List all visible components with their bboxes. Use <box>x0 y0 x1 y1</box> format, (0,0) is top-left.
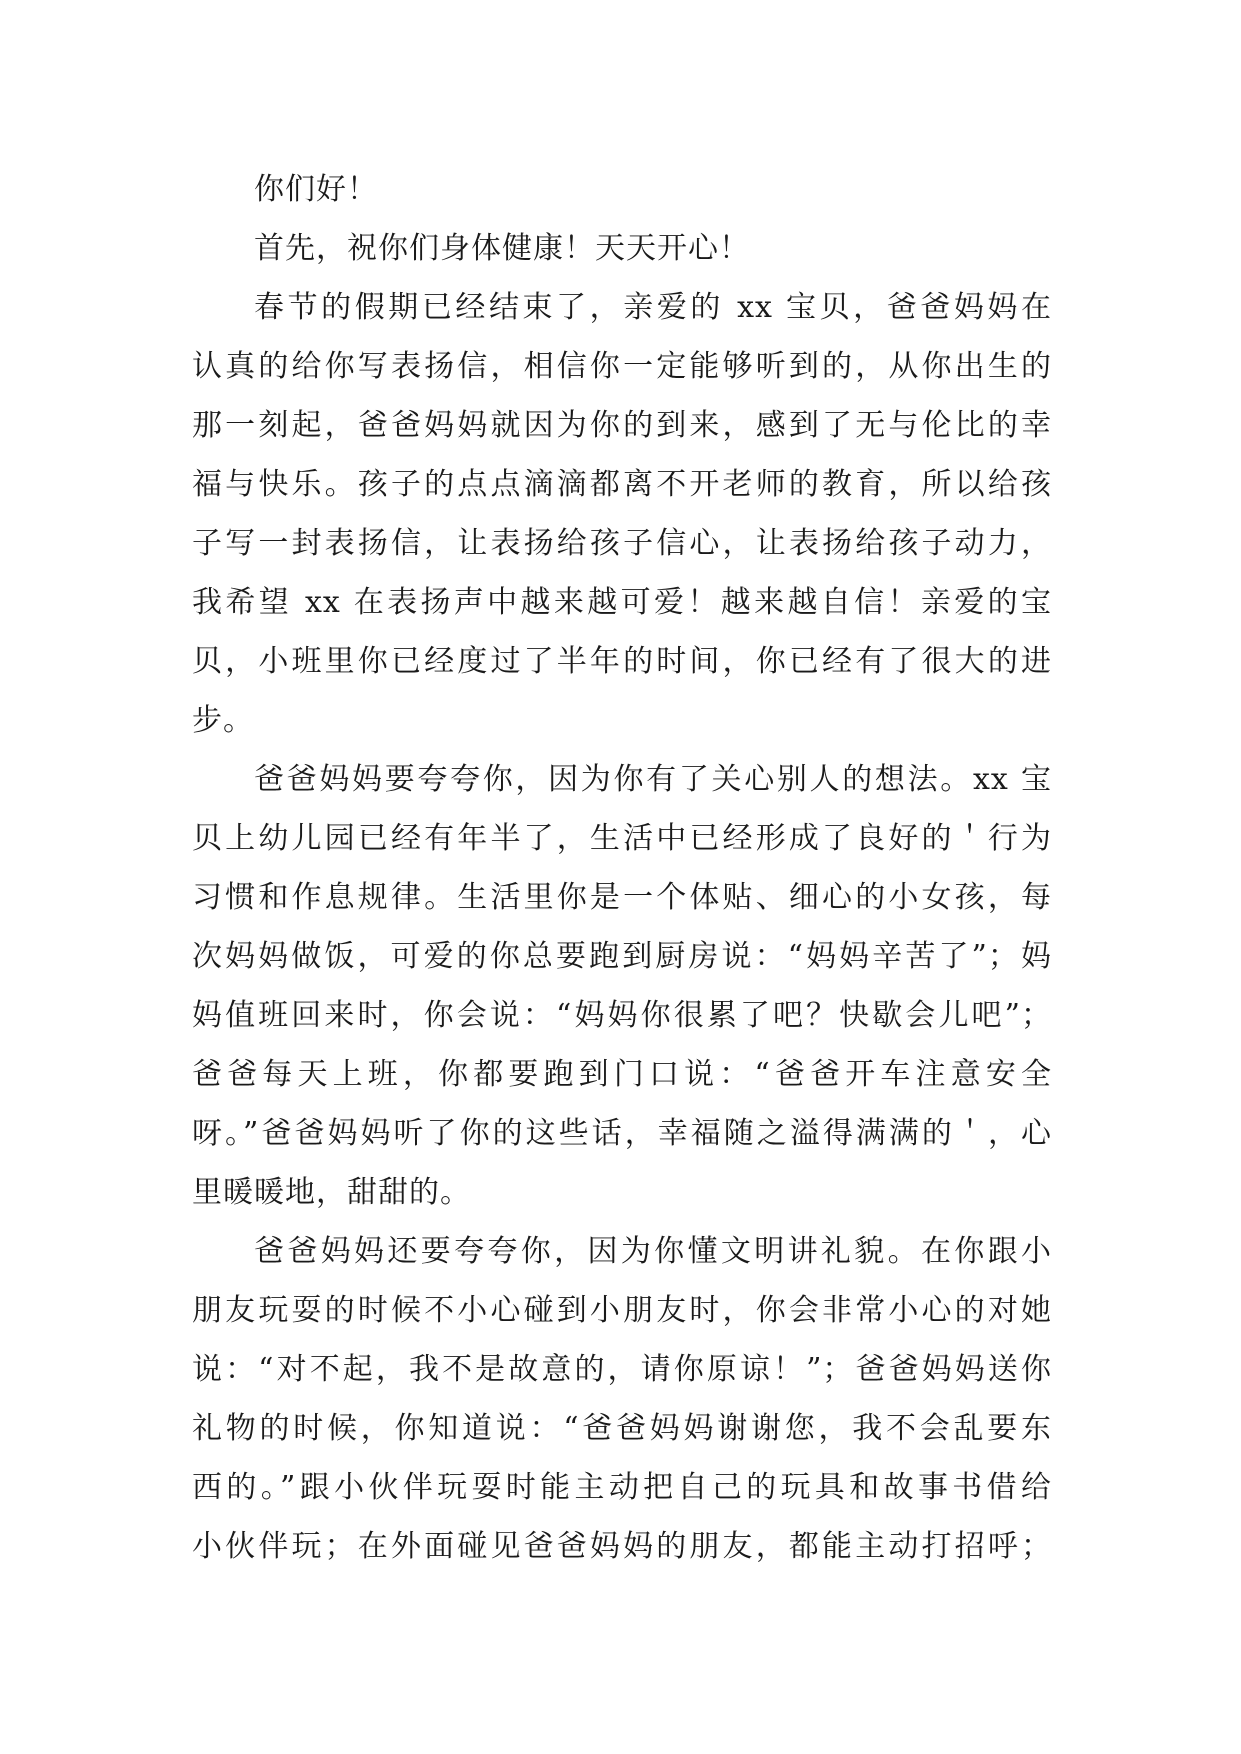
text-line: 贝上幼儿园已经有年半了，生活中已经形成了良好的＇行为 <box>192 821 1052 856</box>
text-line: 里暖暖地，甜甜的。 <box>192 1175 471 1210</box>
text-line: 朋友玩耍的时候不小心碰到小朋友时，你会非常小心的对她 <box>192 1293 1052 1328</box>
text-line: 我希望 xx 在表扬声中越来越可爱！越来越自信！亲爱的宝 <box>192 585 1052 620</box>
text-line: 妈值班回来时，你会说：“妈妈你很累了吧？快歇会儿吧”； <box>192 998 1052 1033</box>
text-line: 呀。”爸爸妈妈听了你的这些话，幸福随之溢得满满的＇，心 <box>192 1116 1052 1151</box>
text-line: 说：“对不起，我不是故意的，请你原谅！”；爸爸妈妈送你 <box>192 1352 1052 1387</box>
text-line: 爸爸妈妈要夸夸你，因为你有了关心别人的想法。xx 宝 <box>254 762 1052 797</box>
text-line: 贝，小班里你已经度过了半年的时间，你已经有了很大的进 <box>192 644 1052 679</box>
text-line: 爸爸每天上班，你都要跑到门口说：“爸爸开车注意安全 <box>192 1057 1052 1092</box>
letter-body <box>192 160 1052 1576</box>
text-line: 首先，祝你们身体健康！天天开心！ <box>254 231 750 266</box>
text-line: 你们好！ <box>254 172 378 207</box>
text-line: 福与快乐。孩子的点点滴滴都离不开老师的教育，所以给孩 <box>192 467 1052 502</box>
text-line: 习惯和作息规律。生活里你是一个体贴、细心的小女孩，每 <box>192 880 1052 915</box>
text-line: 认真的给你写表扬信，相信你一定能够听到的，从你出生的 <box>192 349 1052 384</box>
text-line: 小伙伴玩；在外面碰见爸爸妈妈的朋友，都能主动打招呼； <box>192 1529 1052 1564</box>
text-line: 子写一封表扬信，让表扬给孩子信心，让表扬给孩子动力， <box>192 526 1052 561</box>
text-line: 那一刻起，爸爸妈妈就因为你的到来，感到了无与伦比的幸 <box>192 408 1052 443</box>
text-line: 西的。”跟小伙伴玩耍时能主动把自己的玩具和故事书借给 <box>192 1470 1052 1505</box>
text-line: 步。 <box>192 703 254 738</box>
text-line: 次妈妈做饭，可爱的你总要跑到厨房说：“妈妈辛苦了”；妈 <box>192 939 1052 974</box>
text-line: 春节的假期已经结束了，亲爱的 xx 宝贝，爸爸妈妈在 <box>254 290 1052 325</box>
text-line: 爸爸妈妈还要夸夸你，因为你懂文明讲礼貌。在你跟小 <box>254 1234 1052 1269</box>
text-line: 礼物的时候，你知道说：“爸爸妈妈谢谢您，我不会乱要东 <box>192 1411 1052 1446</box>
